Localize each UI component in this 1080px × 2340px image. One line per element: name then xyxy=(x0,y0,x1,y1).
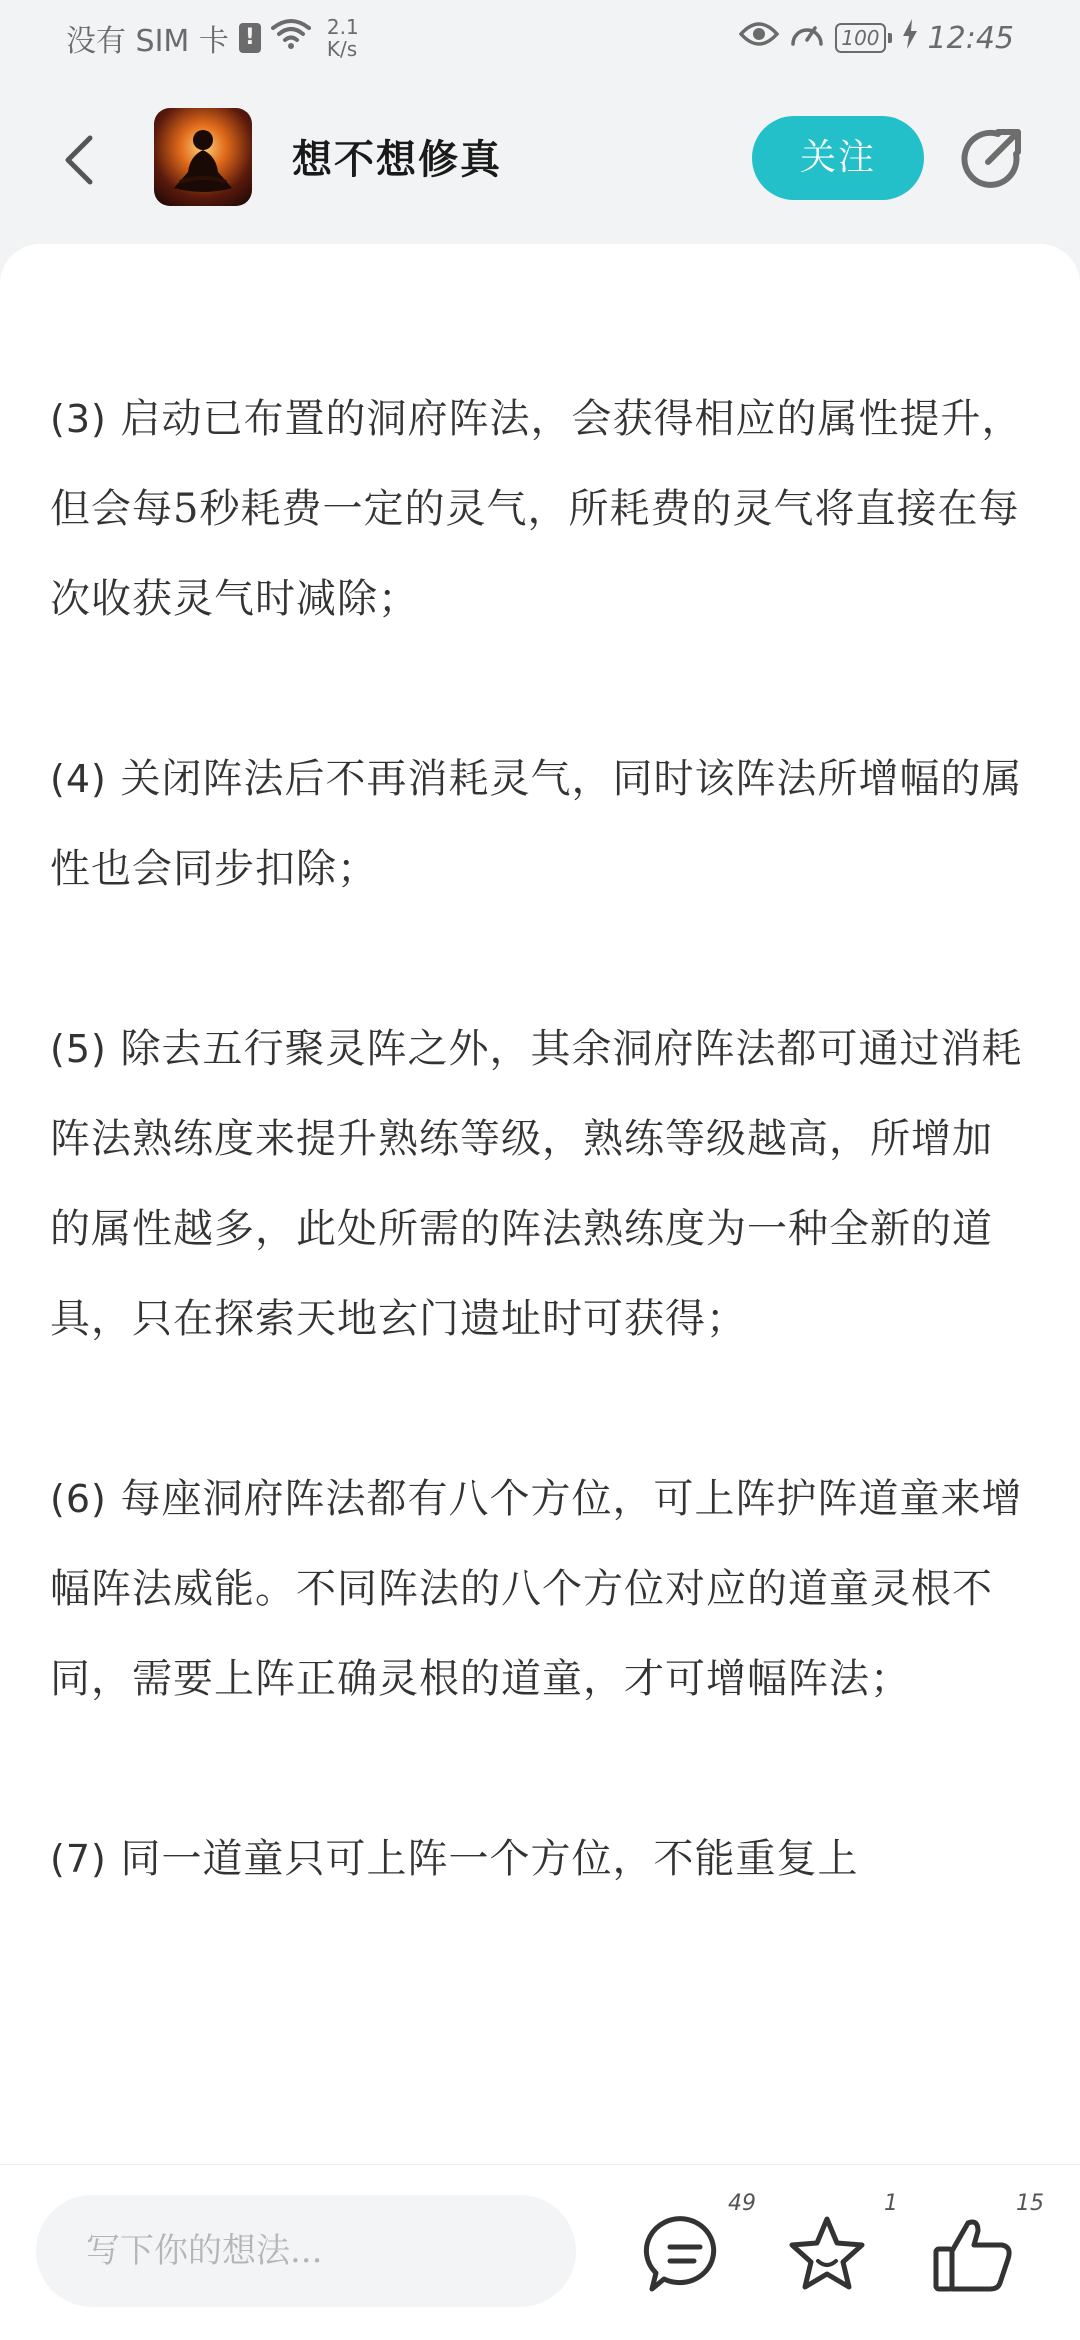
network-speed-unit: K/s xyxy=(326,37,358,61)
eye-icon xyxy=(739,20,779,56)
paragraph-text: 同一道童只可上阵一个方位，不能重复上 xyxy=(106,1836,859,1882)
paragraph-text: 除去五行聚灵阵之外，其余洞府阵法都可通过消耗阵法熟练度来提升熟练等级，熟练等级越高，所增加的属性越多，此处所需的阵法熟练度为一种全新的道具，只在探索天地玄门遗址时可获得； xyxy=(50,1026,1023,1342)
comment-input[interactable] xyxy=(36,2195,576,2307)
paragraph-text: 启动已布置的洞府阵法，会获得相应的属性提升，但会每5秒耗费一定的灵气，所耗费的灵气将直接在每次收获灵气时减除； xyxy=(50,396,1023,622)
page-title: 想不想修真 xyxy=(292,136,502,183)
share-button[interactable] xyxy=(958,126,1024,192)
article-paragraph xyxy=(50,374,1030,644)
charging-icon xyxy=(902,19,918,57)
thumbs-up-icon xyxy=(928,2209,1018,2299)
article-paragraph xyxy=(50,1814,1030,1904)
bottom-action-bar xyxy=(0,2164,1080,2340)
paragraph-text: 每座洞府阵法都有八个方位，可上阵护阵道童来增幅阵法威能。不同阵法的八个方位对应的道童灵根不同，需要上阵正确灵根的道童，才可增幅阵法； xyxy=(50,1476,1023,1702)
likes-count: 15 xyxy=(1016,2191,1044,2216)
paragraph-number: (7) xyxy=(50,1837,107,1881)
app-logo[interactable] xyxy=(154,108,252,206)
sim-warning-icon: ! xyxy=(239,23,261,53)
paragraph-number: (6) xyxy=(50,1477,107,1521)
clock: 12:45 xyxy=(927,20,1014,56)
status-right xyxy=(739,18,1014,58)
back-button[interactable] xyxy=(52,122,112,198)
paragraph-text: 关闭阵法后不再消耗灵气，同时该阵法所增幅的属性也会同步扣除； xyxy=(50,756,1023,892)
article-paragraph xyxy=(50,734,1030,914)
favorites-count: 1 xyxy=(884,2191,898,2216)
content-card xyxy=(0,244,1080,2340)
header xyxy=(0,100,1080,220)
battery-tip xyxy=(888,33,892,43)
comment-icon xyxy=(640,2209,730,2299)
network-speed xyxy=(327,16,359,60)
article-paragraph xyxy=(50,1004,1030,1364)
comments-button[interactable] xyxy=(640,2191,756,2299)
carrier-label: 没有 SIM 卡 xyxy=(66,24,229,59)
article-paragraph xyxy=(50,1454,1030,1724)
star-icon xyxy=(782,2209,872,2299)
wifi-icon xyxy=(271,18,311,58)
paragraph-number: (5) xyxy=(50,1027,107,1071)
paragraph-number: (3) xyxy=(50,397,107,441)
chevron-left-icon xyxy=(52,122,112,198)
battery-indicator: 100 xyxy=(835,23,885,53)
speedometer-icon xyxy=(789,18,825,58)
article-body xyxy=(50,374,1030,1994)
comments-count: 49 xyxy=(728,2191,756,2216)
network-speed-value: 2.1 xyxy=(326,15,359,39)
like-button[interactable] xyxy=(928,2191,1044,2299)
status-bar xyxy=(0,0,1080,76)
paragraph-number: (4) xyxy=(50,757,107,801)
follow-button[interactable]: 关注 xyxy=(752,116,924,200)
favorite-button[interactable] xyxy=(782,2191,898,2299)
meditating-figure-icon xyxy=(154,108,252,206)
share-icon xyxy=(958,126,1024,192)
status-left xyxy=(66,16,359,60)
